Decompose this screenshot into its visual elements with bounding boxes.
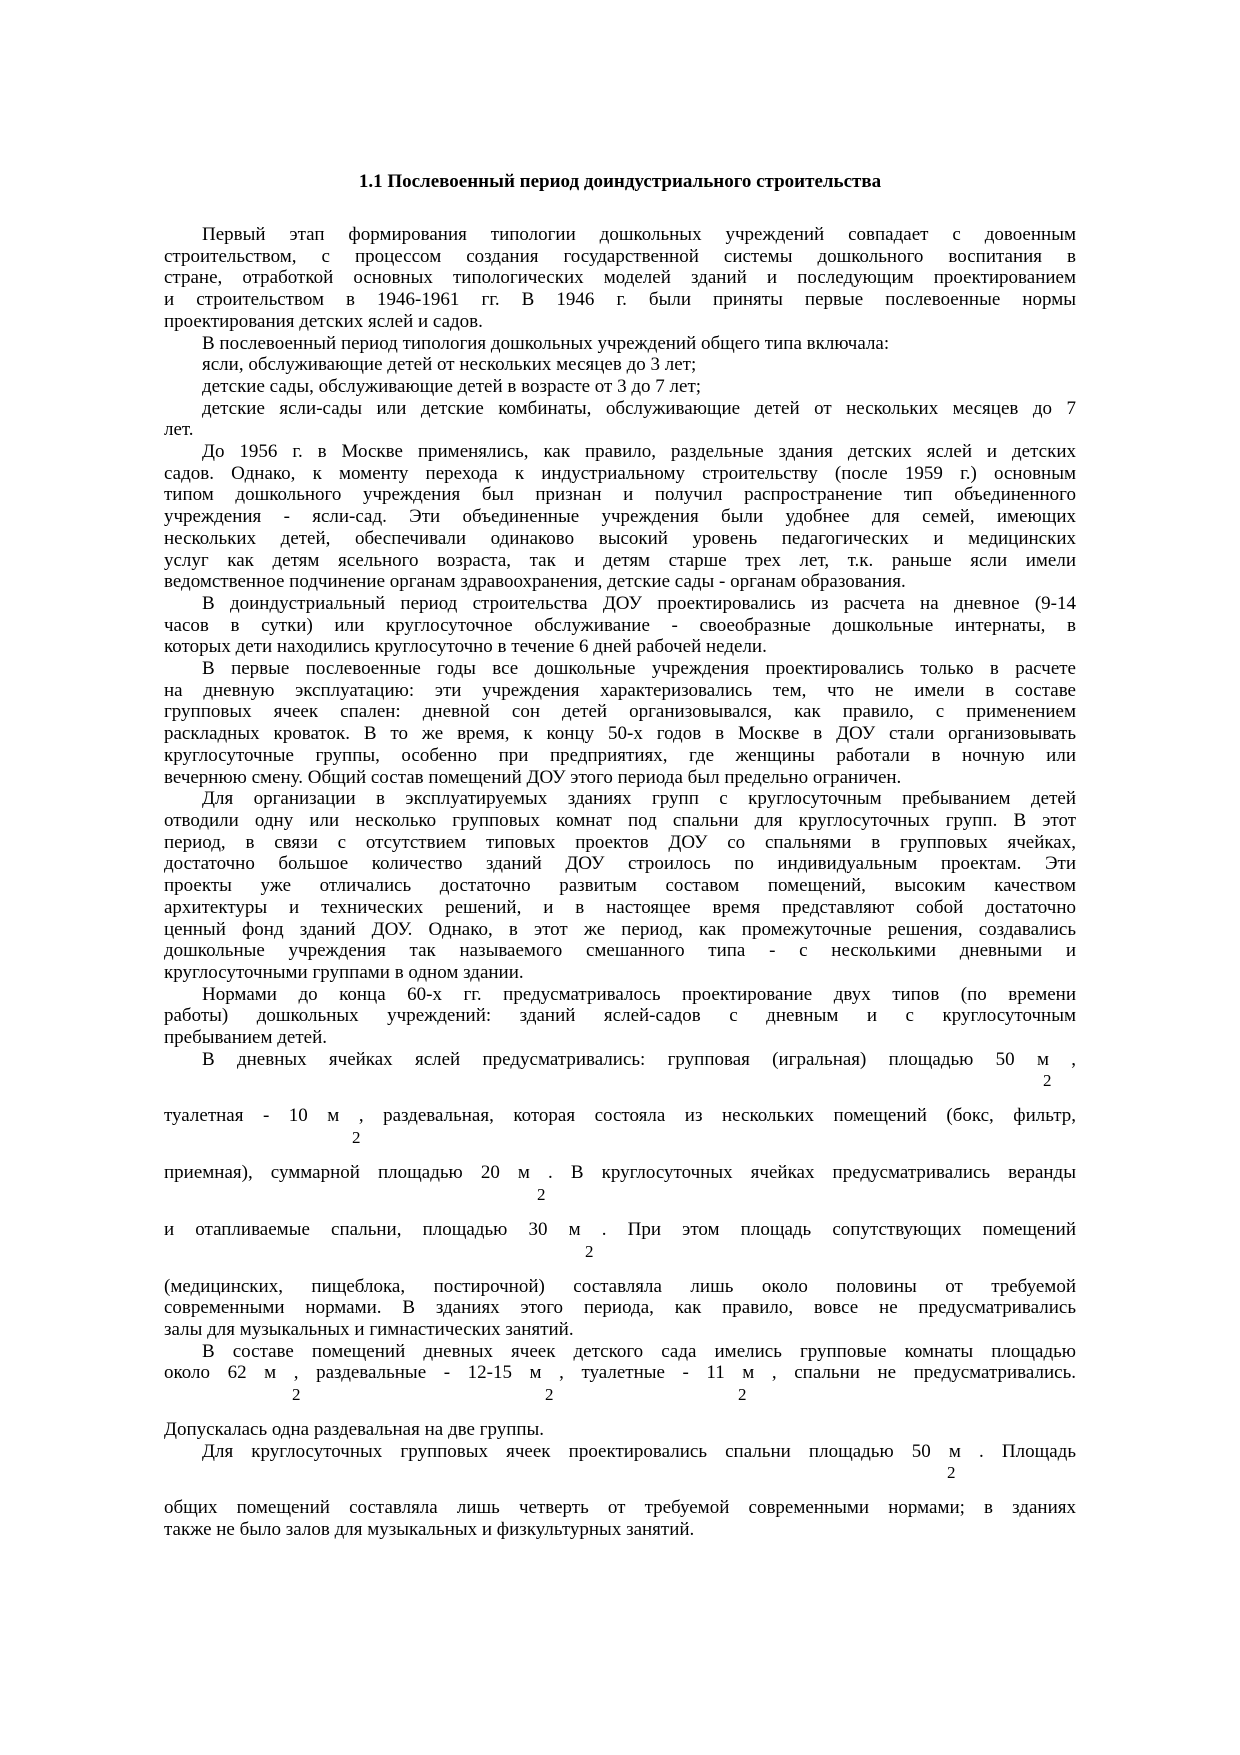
text-line: ценный фонд зданий ДОУ. Однако, в этот же период, как промежуточные решения, создавались (164, 918, 1076, 940)
superscript-row (164, 1462, 1076, 1484)
text-line: залы для музыкальных и гимнастических занятий. (164, 1318, 574, 1340)
text-line: общих помещений составляла лишь четверть от требуемой современными нормами; в зданиях (164, 1497, 1076, 1519)
squared-exponent: 2 (352, 1128, 361, 1148)
superscript-row (164, 1241, 1076, 1263)
text-line: В дневных ячейках яслей предусматривались: групповая (игральная) площадью 50 м , (202, 1048, 1076, 1070)
text-line: В послевоенный период типология дошкольных учреждений общего типа включала: (202, 332, 890, 354)
text-line: и строительством в 1946-1961 гг. В 1946 г. были приняты первые послевоенные нормы (164, 289, 1076, 311)
superscript-row (164, 1384, 1076, 1406)
text-line: В составе помещений дневных ячеек детского сада имелись групповые комнаты площадью (202, 1340, 1076, 1362)
text-line: пребыванием детей. (164, 1027, 327, 1049)
text-line: и отапливаемые спальни, площадью 30 м . При этом площадь сопутствующих помещений (164, 1218, 1076, 1240)
text-line: групповых ячеек спален: дневной сон детей организовывался, как правило, с применением (164, 701, 1076, 723)
text-line: Допускалась одна раздевальная на две группы. (164, 1419, 545, 1441)
squared-exponent: 2 (1043, 1071, 1052, 1091)
text-line: отводили одну или несколько групповых комнат под спальни для круглосуточных групп. В этот (164, 809, 1076, 831)
text-line: также не было залов для музыкальных и физкультурных занятий. (164, 1519, 695, 1541)
squared-exponent: 2 (585, 1241, 594, 1261)
section-heading: 1.1 Послевоенный период доиндустриального строительства (358, 171, 882, 192)
text-line: приемная), суммарной площадью 20 м . В круглосуточных ячейках предусматривались веранды (164, 1162, 1076, 1184)
text-line: вечернюю смену. Общий состав помещений ДОУ этого периода был предельно ограничен. (164, 766, 902, 788)
text-line: стране, отработкой основных типологических моделей зданий и последующим проектированием (164, 267, 1076, 289)
text-line: архитектуры и технических решений, и в настоящее время представляют собой достаточно (164, 896, 1076, 918)
text-line: ведомственное подчинение органам здравоохранения, детские сады - органам образования. (164, 571, 906, 593)
squared-exponent: 2 (292, 1385, 301, 1405)
text-line: Для круглосуточных групповых ячеек проектировались спальни площадью 50 м . Площадь (202, 1440, 1076, 1462)
text-line: Первый этап формирования типологии дошкольных учреждений совпадает с довоенным (202, 224, 1076, 245)
superscript-row (164, 1127, 1076, 1149)
text-line: В первые послевоенные годы все дошкольные учреждения проектировались только в расчете (202, 658, 1076, 680)
squared-exponent: 2 (947, 1463, 956, 1483)
text-line: достаточно большое количество зданий ДОУ строилось по индивидуальным проектам. Эти (164, 853, 1076, 875)
text-line: услуг как детям ясельного возраста, так и детям старше трех лет, т.к. раньше ясли имели (164, 549, 1076, 571)
text-line: нескольких детей, обеспечивали одинаково высокий уровень педагогических и медицинских (164, 527, 1076, 549)
text-line: В доиндустриальный период строительства ДОУ проектировались из расчета на дневное (9-14 (202, 592, 1076, 614)
text-line: детские ясли-сады или детские комбинаты, обслуживающие детей от нескольких месяцев до 7 (202, 397, 1076, 419)
text-line: ясли, обслуживающие детей от нескольких месяцев до 3 лет; (202, 354, 697, 376)
text-line: (медицинских, пищеблока, постирочной) составляла лишь около половины от требуемой (164, 1275, 1076, 1297)
text-line: садов. Однако, к моменту перехода к индустриальному строительству (после 1959 г.) основным (164, 462, 1076, 484)
text-line: детские сады, обслуживающие детей в возрасте от 3 до 7 лет; (202, 375, 702, 397)
text-line: типом дошкольного учреждения был признан и получил распространение тип объединенного (164, 484, 1076, 506)
text-line: часов в сутки) или круглосуточное обслуживание - своеобразные дошкольные интернаты, в (164, 614, 1076, 636)
text-line: туалетная - 10 м , раздевальная, которая состояла из нескольких помещений (бокс, фильтр, (164, 1105, 1076, 1127)
text-line: современными нормами. В зданиях этого периода, как правило, вовсе не предусматривались (164, 1297, 1076, 1319)
text-line: работы) дошкольных учреждений: зданий яслей-садов с дневным и с круглосуточным (164, 1005, 1076, 1027)
text-line: на дневную эксплуатацию: эти учреждения характеризовались тем, что не имели в составе (164, 679, 1076, 701)
text-line: раскладных кроваток. В то же время, к концу 50-х годов в Москве в ДОУ стали организовывать (164, 723, 1076, 745)
text-line: До 1956 г. в Москве применялись, как правило, раздельные здания детских яслей и детских (202, 441, 1076, 463)
text-line: проектирования детских яслей и садов. (164, 310, 483, 332)
text-line: Для организации в эксплуатируемых зданиях групп с круглосуточным пребыванием детей (202, 788, 1076, 810)
text-line: период, в связи с отсутствием типовых проектов ДОУ со спальнями в групповых ячейках, (164, 831, 1076, 853)
squared-exponent: 2 (537, 1184, 546, 1204)
text-line: строительством, с процессом создания государственной системы дошкольного воспитания в (164, 245, 1076, 267)
document-body (164, 224, 1076, 1541)
text-line: около 62 м , раздевальные - 12-15 м , туалетные - 11 м , спальни не предусматривались. (164, 1362, 1076, 1384)
text-line: которых дети находились круглосуточно в течение 6 дней рабочей недели. (164, 636, 767, 658)
text-line: учреждения - ясли-сад. Эти объединенные учреждения были удобнее для семей, имеющих (164, 506, 1076, 528)
squared-exponent: 2 (738, 1385, 747, 1405)
squared-exponent: 2 (545, 1385, 554, 1405)
superscript-row (164, 1070, 1076, 1092)
text-line: Нормами до конца 60-х гг. предусматривалось проектирование двух типов (по времени (202, 983, 1076, 1005)
text-line: дошкольные учреждения так называемого смешанного типа - с несколькими дневными и (164, 940, 1076, 962)
text-line: лет. (164, 419, 194, 441)
text-line: проекты уже отличались достаточно развитым составом помещений, высоким качеством (164, 875, 1076, 897)
superscript-row (164, 1184, 1076, 1206)
text-line: круглосуточными группами в одном здании. (164, 961, 524, 983)
text-line: круглосуточные группы, особенно при предприятиях, где женщины работали в ночную или (164, 744, 1076, 766)
